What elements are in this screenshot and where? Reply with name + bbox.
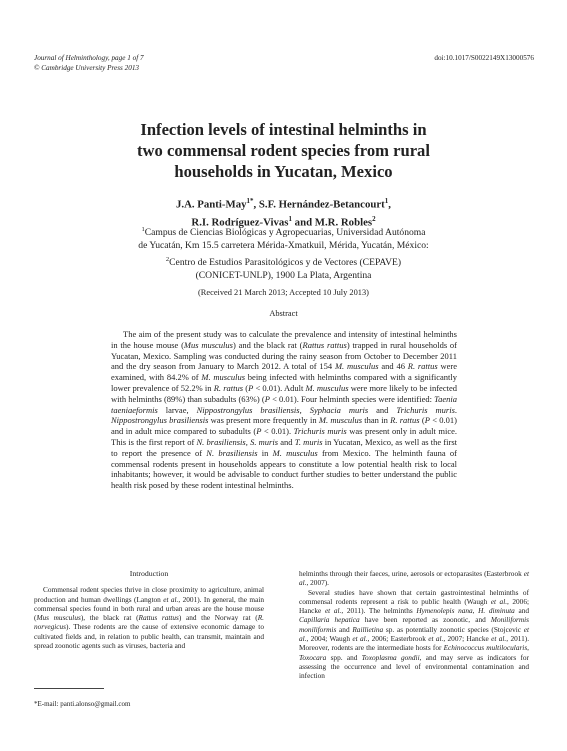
text: ) and the black rat ( (232, 339, 303, 350)
species-name: Moniliformis moniliformis (299, 615, 529, 634)
footnote-email: *E-mail: panti.alonso@gmail.com (34, 700, 131, 708)
text: , 2011). The helminths (341, 606, 417, 616)
author-name: M.R. Robles (314, 216, 373, 229)
text: , (245, 436, 251, 447)
text: . (454, 404, 458, 415)
citation-etal: et al. (324, 606, 342, 616)
text: and (514, 606, 530, 616)
affiliation-text: Campus de Ciencias Biológicas y Agropecuarias, Universidad Autónoma (144, 227, 426, 239)
author-name: R.I. Rodríguez-Vivas (191, 216, 289, 229)
text: being infected with helminths compared with a significantly lower prevalence of 52.2% in (111, 372, 457, 393)
species-name: Capillaria hepatica (299, 615, 360, 625)
footnote-rule (34, 688, 104, 689)
text: spp. and (326, 652, 362, 662)
species-name: Trichuris muris (396, 404, 455, 415)
text: and 46 (378, 361, 408, 372)
author-sup: 1 (288, 214, 292, 223)
text: Several studies have shown that certain gastrointestinal helminths of commensal rodents represent a risk to public health (Waugh (299, 587, 529, 606)
citation-etal: et al. (163, 594, 179, 604)
text: was present more frequently in (208, 415, 319, 426)
journal-header (34, 53, 144, 73)
text: ), the black rat ( (80, 613, 139, 623)
body-paragraph (299, 588, 529, 681)
species-name: R. rattus (390, 415, 420, 426)
title-line-3: households in Yucatan, Mexico (174, 162, 393, 181)
author-sup: 1 (384, 197, 389, 205)
species-name: M. musculus (305, 382, 349, 393)
species-name: Mus musculus (183, 339, 233, 350)
text: , 2006; Easterbrook (367, 634, 429, 644)
species-name: N. brasiliensis (196, 436, 246, 447)
body-paragraph (299, 569, 529, 588)
text: helminths through their faeces, urine, aerosols or ectoparasites (Easterbrook (299, 569, 524, 578)
copyright-line: © Cambridge University Press 2013 (34, 64, 140, 72)
abstract-body (111, 329, 457, 491)
species-name: M. musculus (318, 415, 363, 426)
text: < 0.01). Adult (253, 382, 306, 393)
received-dates: (Received 21 March 2013; Accepted 10 July 2013) (198, 288, 369, 297)
affiliations (60, 223, 507, 282)
citation-etal: et al. (490, 596, 508, 606)
doi: doi:10.1017/S0022149X13000576 (434, 54, 534, 62)
text: sp. as potentially zoonotic species (Stojcevic (383, 624, 524, 634)
affiliation-sup: 2 (165, 255, 170, 263)
text: ( (419, 415, 425, 426)
stat-symbol: P (424, 415, 430, 426)
author-sup: 1* (246, 197, 254, 205)
species-name: M. musculus (272, 447, 318, 458)
species-name: Hymenolepis nana (416, 606, 473, 616)
affiliation-line (60, 223, 507, 239)
species-name: Toxocara (299, 652, 327, 662)
affiliation-line: (CONICET-UNLP), 1900 La Plata, Argentina (195, 269, 372, 281)
species-name: N. brasiliensis (206, 447, 258, 458)
citation-etal: et al. (299, 569, 529, 588)
species-name: Rattus rattus (138, 613, 179, 623)
text: and (368, 404, 397, 415)
text: and (336, 624, 353, 634)
author-sup: 2 (372, 214, 376, 223)
citation-etal: et al. (491, 634, 507, 644)
text: ( (243, 382, 249, 393)
text: , and may serve as indicators for assessing the occurrence and level of environmental contamination and infection (299, 652, 529, 681)
separator: and (291, 216, 315, 229)
text: , (527, 643, 529, 653)
text: were examined, with 84.2% of (111, 361, 458, 383)
title-line-2: two commensal rodent species from rural (137, 141, 430, 160)
species-name: Nippostrongylus brasiliensis (196, 404, 300, 415)
text: , 2007). (306, 578, 329, 588)
text: was present only in adult mice. This is the first report of (111, 426, 457, 447)
separator: , (253, 198, 259, 211)
text: , 2007; Hancke (443, 634, 492, 644)
left-column (34, 569, 264, 650)
stat-symbol: P (256, 426, 262, 437)
text: ) and the Norway rat ( (178, 613, 258, 623)
text: , (472, 606, 479, 616)
text: and (278, 436, 295, 447)
species-name: Trichuris muris (293, 426, 347, 437)
text: The aim of the present study was to calculate the prevalence and intensity of intestinal helminths in the house mouse ( (111, 329, 457, 350)
text: larvae, (157, 404, 197, 415)
species-name: S. muris (250, 436, 279, 447)
species-name: H. diminuta (478, 606, 515, 616)
text: in Yucatan, Mexico, as well as the first to report the presence of (111, 436, 458, 458)
stat-symbol: P (264, 393, 270, 404)
separator: , (388, 198, 391, 211)
text: were more likely to be infected with helminths (89%) than subadults (63%) ( (111, 382, 457, 404)
citation-etal: et al. (352, 634, 368, 644)
species-name: Toxoplasma gondii (361, 652, 420, 662)
species-name: M. musculus (334, 361, 379, 372)
text: ) trapped in rural households of Yucatan, Mexico. Sampling was conducted during the rainy season from October to December 2011 and the dry season from January to March 2012. A total of 154 (111, 339, 457, 372)
text: < 0.01). Four helminth species were identified: (269, 393, 435, 404)
species-name: Mus musculus (36, 613, 81, 623)
text: , 2001). In general, the main commensal species found in both rural and urban areas are the house mouse ( (34, 594, 265, 623)
abstract-paragraph (111, 329, 457, 491)
stat-symbol: P (248, 382, 254, 393)
text: , (299, 404, 310, 415)
text: , 2011). Moreover, rodents are the intermediate hosts for (299, 634, 530, 653)
affiliation-sup: 1 (141, 226, 145, 233)
species-name: Rattus rattus (302, 339, 347, 350)
text: in (257, 447, 273, 458)
citation-etal: et al. (428, 634, 444, 644)
text: ). These rodents are the cause of extensive economic damage to cultivated fields and, in relation to public health, can transmit, maintain and spread zoonotic agents such as viruses, bacteria and (34, 622, 264, 651)
text: Commensal rodent species thrive in close proximity to agriculture, animal production and human dwellings (Langton (34, 585, 264, 604)
species-name: M. musculus (201, 372, 246, 383)
abstract-heading: Abstract (269, 309, 298, 318)
species-name: Echinococcus multilocularis (443, 643, 528, 653)
text: from Mexico. The helminth fauna of commensal rodents present in households appears to constitute a low potential health risk to local inhabitants; however, it would be advisable to conduct further studies to better understand the public health risk posed by these rodent intestinal helminths. (111, 447, 457, 491)
species-name: Taenia taeniaeformis (111, 393, 457, 415)
species-name: Syphacia muris (309, 404, 369, 415)
affiliation-line (60, 253, 507, 269)
species-name: Raillietina (352, 624, 384, 634)
text: , 2006; Hancke (299, 596, 529, 616)
section-heading-introduction: Introduction (129, 569, 169, 578)
species-name: R. rattus (407, 361, 438, 372)
body-paragraph (34, 585, 264, 650)
title-line-1: Infection levels of intestinal helminths in (140, 120, 427, 139)
text: , 2004; Waugh (306, 634, 353, 644)
species-name: R. rattus (213, 382, 244, 393)
author-line-1 (60, 194, 507, 212)
journal-line: Journal of Helminthology, page 1 of 7 (34, 54, 144, 62)
species-name: R. norvegicus (34, 613, 264, 632)
species-name: T. muris (294, 436, 323, 447)
right-column (299, 569, 529, 681)
species-name: Nippostrongylus brasiliensis (111, 415, 209, 426)
affiliation-text: Centro de Estudios Parasitológicos y de Vectores (CEPAVE) (169, 256, 402, 268)
author-name: S.F. Hernández-Betancourt (258, 198, 385, 211)
text: than in (362, 415, 391, 426)
text: have been reported as zoonotic, and (359, 615, 491, 625)
author-name: J.A. Panti-May (176, 198, 247, 211)
citation-etal: et al. (299, 624, 530, 644)
article-title (60, 119, 507, 182)
affiliation-line: de Yucatán, Km 15.5 carretera Mérida-Xmatkuil, Mérida, Yucatán, México: (138, 240, 429, 252)
text: < 0.01) and in adult mice compared to subadults ( (111, 415, 457, 437)
text: < 0.01). (261, 426, 294, 437)
